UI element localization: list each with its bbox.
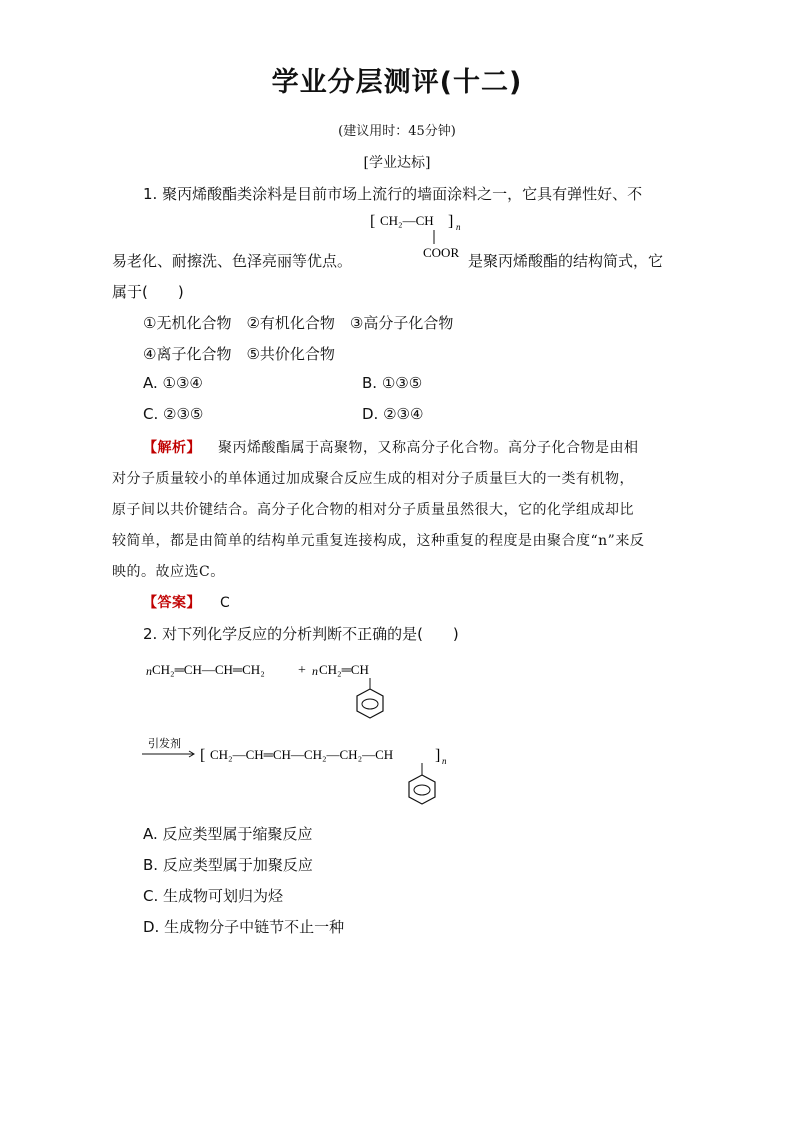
reactant2-coef: n bbox=[312, 664, 318, 678]
product-n: n bbox=[442, 756, 447, 766]
product-formula: CH₂—CH═CH—CH₂—CH₂—CH bbox=[210, 747, 394, 762]
page-title: 学业分层测评(十二) bbox=[271, 67, 523, 98]
q2-stem: 2. 对下列化学反应的分析判断不正确的是( ) bbox=[143, 625, 459, 643]
plus-sign: + bbox=[298, 663, 306, 678]
q1-option-d: D. ②③④ bbox=[362, 405, 424, 423]
product-svg bbox=[140, 735, 470, 815]
q1-analysis-line3: 原子间以共价键结合。高分子化合物的相对分子质量虽然很大，它的化学组成却比 bbox=[112, 502, 634, 518]
product-benzene-ring-icon bbox=[409, 775, 435, 804]
q2-option-a: A. 反应类型属于缩聚反应 bbox=[143, 825, 313, 843]
q1-option-b: B. ①③⑤ bbox=[362, 374, 423, 392]
q1-stem-line2a: 易老化、耐擦洗、色泽亮丽等优点。 bbox=[112, 252, 353, 270]
q2-option-b: B. 反应类型属于加聚反应 bbox=[143, 856, 313, 874]
structure-bracket-close: ] bbox=[448, 213, 454, 230]
q1-structure bbox=[368, 208, 478, 268]
q1-option-a: A. ①③④ bbox=[143, 374, 203, 392]
q1-stem-line3: 属于( ) bbox=[112, 283, 184, 301]
answer-label: 【答案】 bbox=[143, 595, 201, 611]
q2-product bbox=[140, 735, 470, 815]
polyacrylate-structure-svg bbox=[368, 208, 478, 268]
q1-analysis-line4: 较简单，都是由简单的结构单元重复连接构成，这种重复的程度是由聚合度“n”来反 bbox=[112, 533, 645, 549]
q1-items-1: ①无机化合物 ②有机化合物 ③高分子化合物 bbox=[143, 314, 454, 332]
benzene-inner-ring bbox=[362, 699, 378, 709]
structure-bracket-open: [ bbox=[370, 213, 376, 230]
section-heading: [学业达标] bbox=[363, 155, 431, 171]
arrow-label: 引发剂 bbox=[148, 738, 181, 750]
q1-items-2: ④离子化合物 ⑤共价化合物 bbox=[143, 345, 335, 363]
q2-reactants bbox=[140, 655, 420, 725]
q1-option-c: C. ②③⑤ bbox=[143, 405, 204, 423]
product-bracket-close: ] bbox=[435, 747, 441, 764]
q1-analysis-line5: 映的。故应选C。 bbox=[112, 564, 225, 580]
reactant2: CH₂═CH bbox=[319, 662, 369, 677]
analysis-text-1: 聚丙烯酸酯属于高聚物，又称高分子化合物。高分子化合物是由相 bbox=[217, 440, 639, 456]
q1-stem-line1: 1. 聚丙烯酸酯类涂料是目前市场上流行的墙面涂料之一，它具有弹性好、不 bbox=[143, 185, 643, 203]
q1-analysis-line1 bbox=[143, 437, 638, 457]
structure-unit: CH₂—CH bbox=[380, 213, 434, 228]
q2-option-d: D. 生成物分子中链节不止一种 bbox=[143, 918, 345, 936]
reactant1: CH₂═CH—CH═CH₂ bbox=[152, 662, 265, 677]
product-benzene-inner-ring bbox=[414, 785, 430, 795]
benzene-ring-icon bbox=[357, 689, 383, 718]
q2-option-c: C. 生成物可划归为烃 bbox=[143, 887, 284, 905]
time-note: (建议用时：45分钟) bbox=[338, 124, 456, 139]
answer-value: C bbox=[219, 595, 231, 611]
reactants-svg bbox=[140, 655, 420, 725]
analysis-label: 【解析】 bbox=[143, 440, 201, 456]
q1-analysis-line2: 对分子质量较小的单体通过加成聚合反应生成的相对分子质量巨大的一类有机物， bbox=[112, 471, 634, 487]
structure-n: n bbox=[456, 222, 461, 232]
product-bracket-open: [ bbox=[200, 747, 206, 764]
q1-answer bbox=[143, 592, 230, 612]
reactant1-coef: n bbox=[146, 664, 152, 678]
q1-stem-line2b: 是聚丙烯酸酯的结构简式，它 bbox=[468, 252, 664, 270]
structure-side-group: COOR bbox=[423, 245, 460, 260]
